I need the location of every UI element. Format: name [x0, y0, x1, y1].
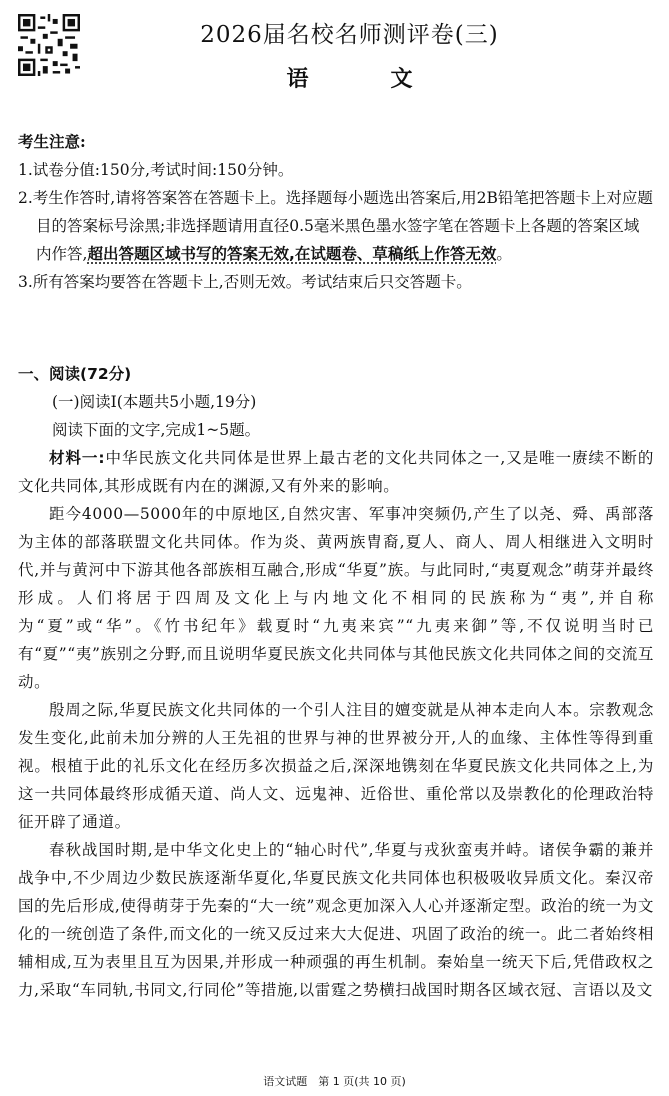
notice-item-2-text: 2.考生作答时,请将答案答在答题卡上。选择题每小题选出答案后,用2B铅笔把答题卡上对应题目的答案标号涂黑;非选择题请用直径0.5毫米黑色墨水签字笔在答题卡上各题的答案区域内作答, [18, 189, 653, 263]
subject-title: 语 文 [286, 66, 443, 92]
reading-instruction: 阅读下面的文字,完成1~5题。 [52, 421, 261, 439]
notice-item-3: 3.所有答案均要答在答题卡上,否则无效。考试结束后只交答题卡。 [18, 273, 472, 291]
exam-title: 2026届名校名师测评卷(三) [200, 22, 499, 48]
subsection-title: (一)阅读Ⅰ(本题共5小题,19分) [52, 393, 257, 411]
page-footer: 语文试题 第 1 页(共 10 页) [263, 1075, 406, 1088]
paragraph-1 [18, 444, 654, 500]
paragraph-4: 春秋战国时期,是中华文化史上的“轴心时代”,华夏与戎狄蛮夷并峙。诸侯争霸的兼并战争中,不少周边少数民族逐渐华夏化,华夏民族文化共同体也积极吸收异质文化。秦汉帝国的先后形成,使得萌芽于先秦的“大一统”观念更加深入人心并逐渐定型。政治的统一为文化的一统创造了条件,而文化的一统又反过来大大促进、巩固了政治的统一。此二者始终相辅相成,互为表里且互为因果,并形成一种顽强的再生机制。秦始皇一统天下后,凭借政权之力,采取“车同轨,书同文,行同伦”等措施,以雷霆之势横扫战国时期各区域衣冠、言语以及文 [18, 841, 654, 999]
notice-item-2 [18, 184, 654, 268]
paragraph-1-text: 中华民族文化共同体是世界上最古老的文化共同体之一,又是唯一赓续不断的文化共同体,其形成既有内在的渊源,又有外来的影响。 [18, 449, 654, 495]
notice-item-2-end: 。 [496, 245, 512, 263]
notice-item-2-emphasis: 超出答题区域书写的答案无效,在试题卷、草稿纸上作答无效 [87, 245, 497, 263]
reading-section [18, 360, 654, 1004]
notice-heading: 考生注意: [18, 132, 86, 151]
candidate-notice [18, 128, 654, 296]
material-label: 材料一: [49, 449, 106, 467]
section-title: 一、阅读(72分) [18, 365, 132, 383]
paragraph-2: 距今4000—5000年的中原地区,自然灾害、军事冲突频仍,产生了以尧、舜、禹部落为主体的部落联盟文化共同体。作为炎、黄两族胄裔,夏人、商人、周人相继进入文明时代,并与黄河中下游其他各部族相互融合,形成“华夏”族。与此同时,“夷夏观念”萌芽并最终形成。人们将居于四周及文化上与内地文化不相同的民族称为“夷”,并自称为“夏”或“华”。《竹书纪年》载夏时“九夷来宾”“九夷来御”等,不仅说明当时已有“夏”“夷”族别之分野,而且说明华夏民族文化共同体与其他民族文化共同体之间的交流互动。 [18, 505, 654, 691]
paragraph-3: 殷周之际,华夏民族文化共同体的一个引人注目的嬗变就是从神本走向人本。宗教观念发生变化,此前未加分辨的人王先祖的世界与神的世界被分开,人的血缘、主体性等得到重视。根植于此的礼乐文化在经历多次损益之后,深深地镌刻在华夏民族文化共同体之上,为这一共同体最终形成循天道、尚人文、远鬼神、近俗世、重伦常以及崇教化的伦理政治特征开辟了通道。 [18, 701, 654, 831]
notice-item-1: 1.试卷分值:150分,考试时间:150分钟。 [18, 161, 294, 179]
